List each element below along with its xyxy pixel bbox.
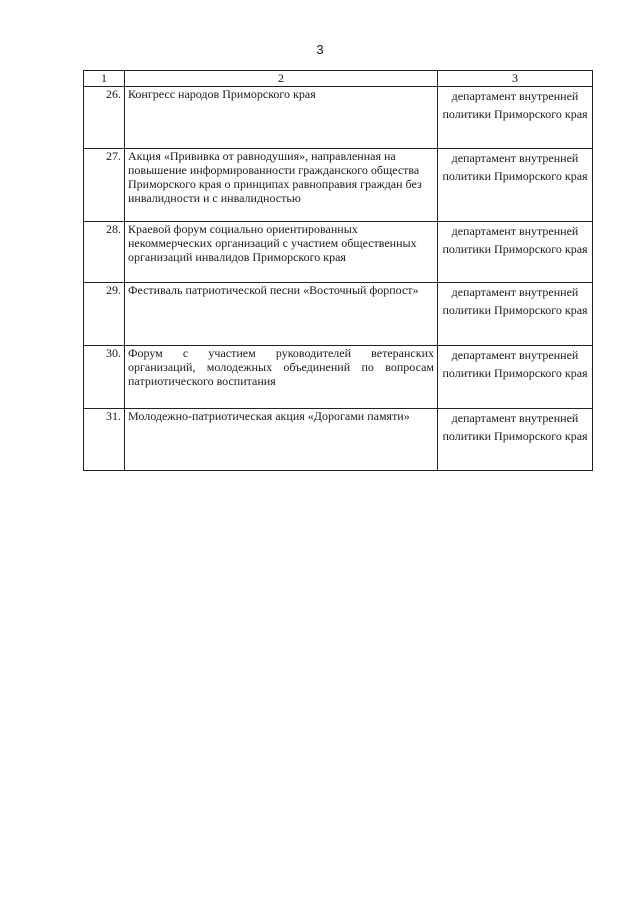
- row-event: Фестиваль патриотической песни «Восточный форпост»: [125, 283, 438, 346]
- row-responsible: департамент внутренней политики Приморского края: [438, 283, 593, 346]
- table-row: [84, 409, 593, 471]
- table-row: [84, 149, 593, 222]
- row-event: Конгресс народов Приморского края: [125, 87, 438, 149]
- row-number: 27.: [84, 149, 125, 222]
- table-row: [84, 222, 593, 283]
- table-row: [84, 346, 593, 409]
- row-number: 28.: [84, 222, 125, 283]
- row-responsible: департамент внутренней политики Приморского края: [438, 409, 593, 471]
- row-number: 26.: [84, 87, 125, 149]
- column-header-number: 1: [84, 71, 125, 87]
- row-event: Молодежно-патриотическая акция «Дорогами памяти»: [125, 409, 438, 471]
- page-number: 3: [316, 42, 324, 57]
- row-number: 31.: [84, 409, 125, 471]
- row-responsible: департамент внутренней политики Приморского края: [438, 87, 593, 149]
- column-header-responsible: 3: [438, 71, 593, 87]
- table-row: [84, 87, 593, 149]
- row-responsible: департамент внутренней политики Приморского края: [438, 222, 593, 283]
- table-header-row: [84, 71, 593, 87]
- row-number: 29.: [84, 283, 125, 346]
- events-table: [83, 70, 593, 471]
- row-event: Краевой форум социально ориентированных некоммерческих организаций с участием общественных организаций инвалидов Приморского края: [125, 222, 438, 283]
- row-responsible: департамент внутренней политики Приморского края: [438, 346, 593, 409]
- row-event: Форум с участием руководителей ветеранских организаций, молодежных объединений по вопросам патриотического воспитания: [125, 346, 438, 409]
- row-number: 30.: [84, 346, 125, 409]
- row-event: Акция «Прививка от равнодушия», направленная на повышение информированности гражданского общества Приморского края о принципах равноправия граждан без инвалидности и с инвалидностью: [125, 149, 438, 222]
- row-responsible: департамент внутренней политики Приморского края: [438, 149, 593, 222]
- column-header-event: 2: [125, 71, 438, 87]
- table-row: [84, 283, 593, 346]
